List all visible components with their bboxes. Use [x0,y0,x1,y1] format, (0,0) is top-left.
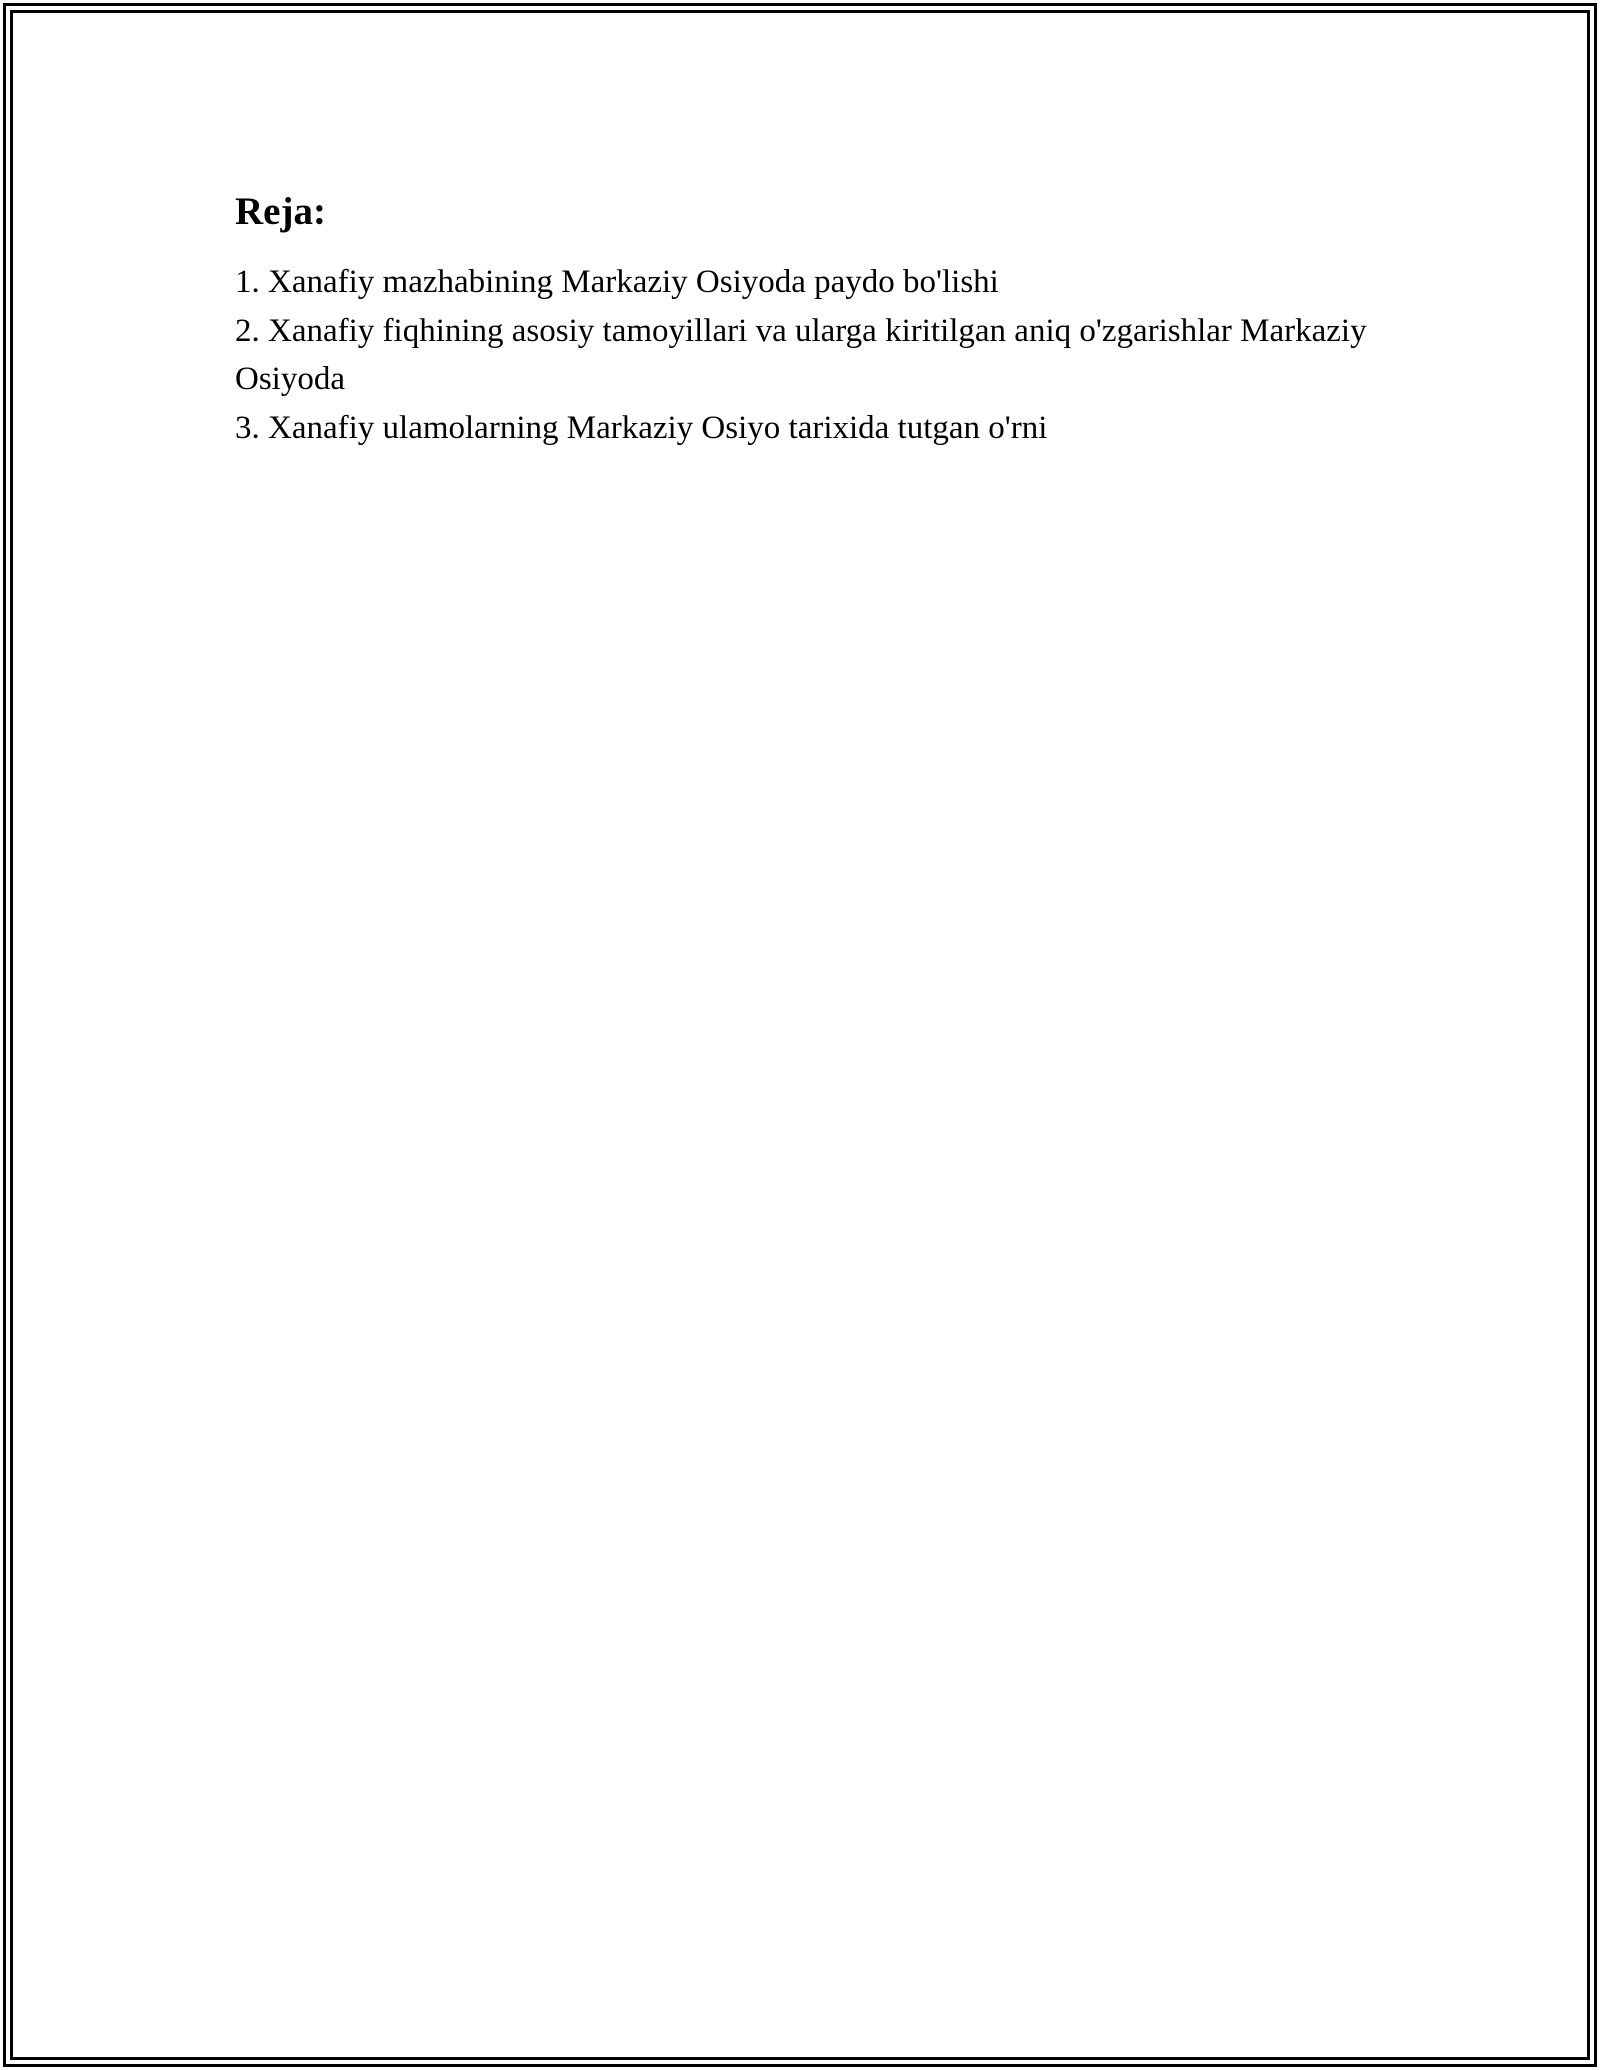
plan-item-3: 3. Xanafiy ulamolarning Markaziy Osiyo tarixida tutgan o'rni [235,409,1048,446]
plan-list [235,258,1395,452]
plan-heading: Reja: [235,190,326,233]
plan-item-1: 1. Xanafiy mazhabining Markaziy Osiyoda paydo bo'lishi [235,264,999,300]
page-content [235,184,1395,452]
plan-item-2: 2. Xanafiy fiqhining asosiy tamoyillari va ularga kiritilgan aniq o'zgarishlar Markaziy Osiyoda [235,312,1367,397]
